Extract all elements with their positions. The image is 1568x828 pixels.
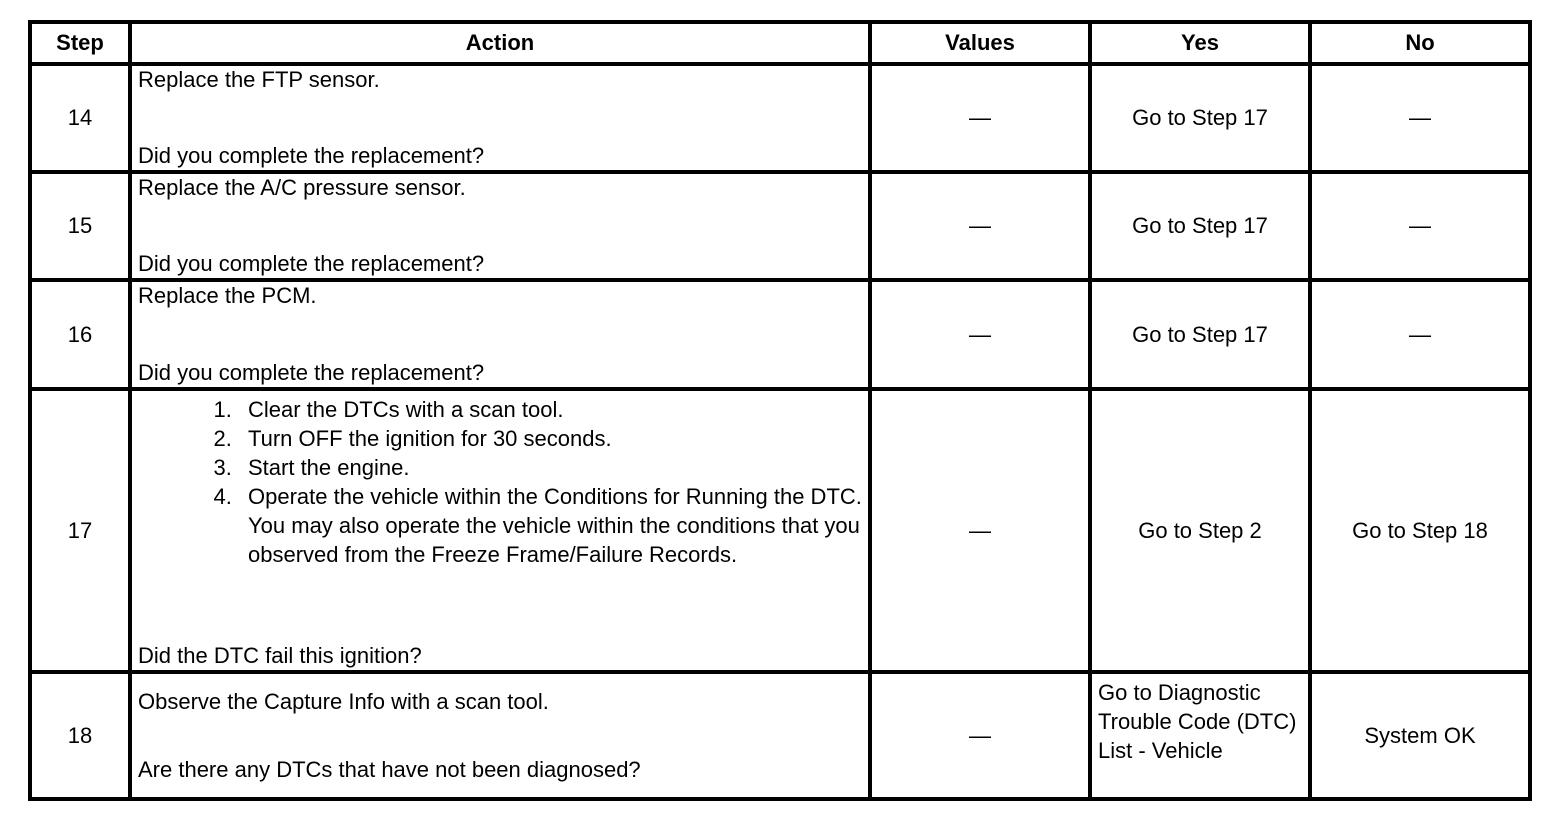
- no-cell: —: [1310, 172, 1530, 280]
- no-cell: Go to Step 18: [1310, 389, 1530, 673]
- table-row: [30, 280, 1530, 388]
- step-number: 17: [30, 389, 130, 673]
- table-row: [30, 64, 1530, 172]
- values-cell: —: [870, 172, 1090, 280]
- step-number: 18: [30, 672, 130, 799]
- step-number: 15: [30, 172, 130, 280]
- action-question: Did you complete the replacement?: [138, 359, 485, 385]
- action-cell: [130, 389, 870, 673]
- header-values: Values: [870, 22, 1090, 64]
- action-question: Did you complete the replacement?: [138, 143, 485, 169]
- yes-cell: Go to Step 2: [1090, 389, 1310, 673]
- step-number: 16: [30, 280, 130, 388]
- action-instruction: Replace the FTP sensor.: [138, 67, 380, 92]
- action-question: Did the DTC fail this ignition?: [138, 643, 422, 669]
- values-cell: —: [870, 64, 1090, 172]
- yes-cell: Go to Step 17: [1090, 172, 1310, 280]
- header-row: [30, 22, 1530, 64]
- action-question: Are there any DTCs that have not been diagnosed?: [138, 756, 641, 782]
- header-yes: Yes: [1090, 22, 1310, 64]
- table-row: [30, 172, 1530, 280]
- header-step: Step: [30, 22, 130, 64]
- table-row: [30, 672, 1530, 799]
- list-item: 4. Operate the vehicle within the Conditions for Running the DTC. You may also operate the vehicle within the conditions that you observed from the Freeze Frame/Failure Records.: [238, 482, 862, 569]
- list-item: 3. Start the engine.: [238, 453, 862, 482]
- values-cell: —: [870, 672, 1090, 799]
- action-cell: [130, 172, 870, 280]
- action-cell: [130, 64, 870, 172]
- yes-cell: Go to Step 17: [1090, 280, 1310, 388]
- no-cell: System OK: [1310, 672, 1530, 799]
- list-item: 1. Clear the DTCs with a scan tool.: [238, 395, 862, 424]
- no-cell: —: [1310, 280, 1530, 388]
- action-question: Did you complete the replacement?: [138, 251, 485, 277]
- list-item: 2. Turn OFF the ignition for 30 seconds.: [238, 424, 862, 453]
- action-cell: [130, 672, 870, 799]
- step-number: 14: [30, 64, 130, 172]
- action-step-list: [138, 395, 862, 569]
- yes-cell: Go to Diagnostic Trouble Code (DTC) List - Vehicle: [1090, 672, 1310, 799]
- action-instruction: Replace the A/C pressure sensor.: [138, 175, 466, 201]
- values-cell: —: [870, 280, 1090, 388]
- action-cell: [130, 280, 870, 388]
- diagnostic-table: [28, 20, 1532, 801]
- action-instruction: Observe the Capture Info with a scan tool.: [138, 688, 549, 714]
- no-cell: —: [1310, 64, 1530, 172]
- header-no: No: [1310, 22, 1530, 64]
- action-instruction: Replace the PCM.: [138, 283, 317, 309]
- values-cell: —: [870, 389, 1090, 673]
- yes-cell: Go to Step 17: [1090, 64, 1310, 172]
- table-row: [30, 389, 1530, 673]
- header-action: Action: [130, 22, 870, 64]
